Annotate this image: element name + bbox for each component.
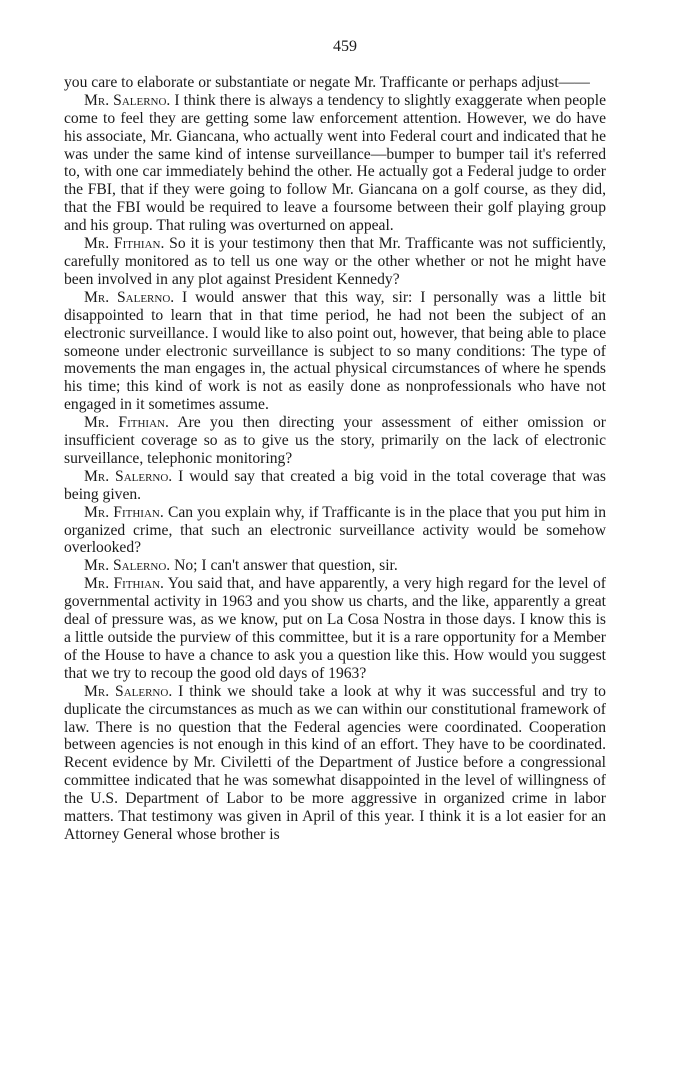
paragraph-1-text: you care to elaborate or substantiate or negate Mr. Trafficante or perhaps adjust—— [64, 73, 590, 91]
paragraph-5-text: Are you then directing your assessment of either omission or insufficient coverage so as to give us the story, primarily on the lack of electronic surveillance, telephonic monitoring? [64, 414, 606, 467]
paragraph-8 [64, 557, 606, 575]
paragraph-5 [64, 414, 606, 468]
speaker-name: Mr. Fithian. [84, 414, 169, 432]
paragraph-4-text: I would answer that this way, sir: I personally was a little bit disappointed to learn that in that time period, he had not been the subject of an electronic surveillance. I would like to also point out, however, that being able to place someone under electronic surveillance is subject to so many conditions: The type of movements the man engages in, the actual physical circumstances of where he spends his time; this kind of work is not as easily done as nonprofessionals who have not engaged in it sometimes assume. [64, 288, 607, 414]
paragraph-3 [64, 235, 606, 289]
page-number: 459 [333, 38, 357, 55]
speaker-name: Mr. Fithian. [84, 503, 164, 521]
speaker-name: Mr. Salerno. [84, 682, 173, 700]
paragraph-7-text: Can you explain why, if Trafficante is in the place that you put him in organized crime, that such an electronic surveillance activity would be somehow overlooked? [64, 503, 606, 557]
paragraph-4 [64, 289, 606, 414]
speaker-name: Mr. Salerno. [84, 91, 171, 109]
speaker-name: Mr. Salerno. [84, 557, 171, 575]
paragraph-8-text: No; I can't answer that question, sir. [170, 557, 398, 575]
paragraph-10-text: I think we should take a look at why it was successful and try to duplicate the circumstances as much as we can within our constitutional framework of law. There is no question that the Federal agencies were coordinated. Cooperation between agencies is not enough in this kind of an effort. They have to be coordinated. Recent evidence by Mr. Civiletti of the Department of Justice before a congressional committee indicated that he was somewhat disappointed in the level of willingness of the U.S. Department of Labor to be more aggressive in organized crime in labor matters. That testimony was given in April of this year. I think it is a lot easier for an Attorney General whose brother is [64, 682, 606, 843]
paragraph-1 [64, 74, 606, 92]
paragraph-2 [64, 92, 606, 235]
paragraph-10 [64, 683, 606, 844]
speaker-name: Mr. Fithian. [84, 575, 164, 593]
speaker-name: Mr. Fithian. [84, 235, 165, 253]
paragraph-9-text: You said that, and have apparently, a very high regard for the level of governmental activity in 1963 and you show us charts, and the like, apparently a great deal of pressure was, as we know, put on La Cosa Nostra in those days. I know this is a little outside the purview of this committee, but it is a rare opportunity for a Member of the House to have a chance to ask you a question like this. How would you suggest that we try to recoup the good old days of 1963? [64, 575, 606, 682]
paragraph-6 [64, 468, 606, 504]
paragraph-2-text: I think there is always a tendency to slightly exaggerate when people come to feel they are getting some law enforcement attention. However, we do have his associate, Mr. Giancana, who actually went into Federal court and indicated that he was under the same kind of intense surveillance—bumper to bumper tail it's referred to, with one car immediately behind the other. He actually got a Federal judge to order the FBI, that if they were going to follow Mr. Giancana on a golf course, as they did, that the FBI would be required to leave a foursome between their golf playing group and his group. That ruling was overturned on appeal. [64, 91, 606, 235]
document-page [64, 38, 606, 844]
speaker-name: Mr. Salerno. [84, 288, 175, 306]
paragraph-7 [64, 504, 606, 558]
paragraph-6-text: I would say that created a big void in the total coverage that was being given. [64, 467, 606, 503]
paragraph-3-text: So it is your testimony then that Mr. Trafficante was not sufficiently, carefully monitored as to tell us one way or the other whether or not he might have been involved in any plot against President Kennedy? [64, 235, 607, 288]
paragraph-9 [64, 575, 606, 682]
speaker-name: Mr. Salerno. [84, 467, 173, 485]
